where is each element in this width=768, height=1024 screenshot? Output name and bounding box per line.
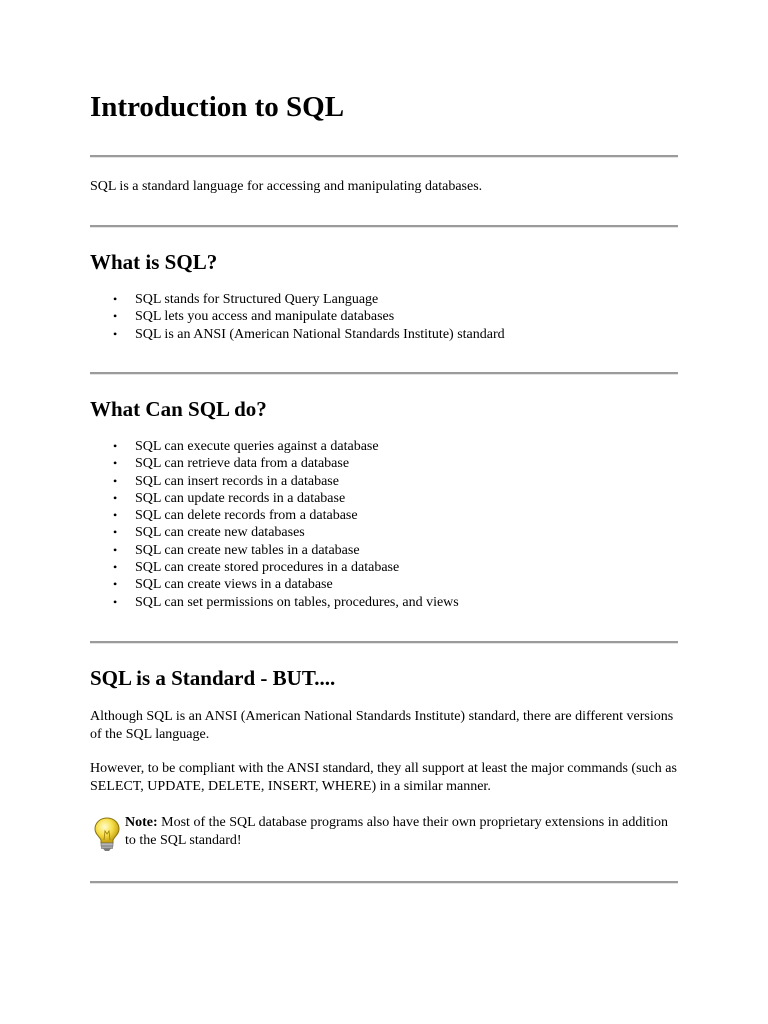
section-heading-sql-standard: SQL is a Standard - BUT.... bbox=[90, 666, 336, 690]
bullet-icon: • bbox=[113, 326, 118, 341]
bullet-icon: • bbox=[113, 309, 118, 324]
list-item: • SQL can set permissions on tables, procedures, and views bbox=[113, 594, 459, 610]
list-item: • SQL can create views in a database bbox=[113, 577, 333, 593]
what-is-sql-list bbox=[90, 291, 680, 343]
section-heading-what-is-sql: What is SQL? bbox=[90, 250, 218, 274]
note-callout bbox=[90, 814, 680, 854]
list-item: • SQL can create new databases bbox=[113, 525, 305, 541]
what-can-sql-do-list bbox=[90, 438, 680, 611]
note-label: Note: bbox=[125, 815, 158, 830]
bullet-icon: • bbox=[113, 473, 118, 488]
lightbulb-icon bbox=[92, 816, 122, 852]
intro-paragraph: SQL is a standard language for accessing and manipulating databases. bbox=[90, 179, 483, 194]
bullet-icon: • bbox=[113, 439, 118, 453]
list-item: • SQL stands for Structured Query Language bbox=[113, 292, 379, 307]
bullet-icon: • bbox=[113, 594, 118, 609]
bullet-icon: • bbox=[113, 577, 118, 592]
list-item: • SQL can execute queries against a database bbox=[113, 439, 379, 454]
list-item: • SQL lets you access and manipulate databases bbox=[113, 309, 395, 325]
list-item: • SQL can create stored procedures in a database bbox=[113, 560, 400, 576]
bullet-icon: • bbox=[113, 292, 118, 306]
page-title: Introduction to SQL bbox=[90, 91, 345, 123]
list-item: • SQL can delete records from a database bbox=[113, 508, 358, 524]
bullet-icon: • bbox=[113, 542, 118, 557]
list-item: • SQL is an ANSI (American National Standards Institute) standard bbox=[113, 326, 505, 342]
note-body: Most of the SQL database programs also have their own proprietary extensions in addition to the SQL standard! bbox=[125, 815, 669, 848]
list-item: • SQL can retrieve data from a database bbox=[113, 456, 350, 472]
divider bbox=[90, 881, 678, 884]
bullet-icon: • bbox=[113, 456, 118, 471]
standard-paragraph-1: Although SQL is an ANSI (American National Standards Institute) standard, there are different versions of the SQL language. bbox=[90, 709, 674, 742]
section-heading-what-can-sql-do: What Can SQL do? bbox=[90, 397, 267, 421]
divider bbox=[90, 372, 678, 375]
standard-paragraph-2: However, to be compliant with the ANSI standard, they all support at least the major commands (such as SELECT, UPDATE, DELETE, INSERT, WHERE) in a similar manner. bbox=[90, 761, 677, 794]
divider bbox=[90, 641, 678, 644]
bullet-icon: • bbox=[113, 560, 118, 575]
list-item: • SQL can update records in a database bbox=[113, 490, 346, 506]
list-item: • SQL can create new tables in a database bbox=[113, 542, 360, 558]
bullet-icon: • bbox=[113, 490, 118, 505]
note-text bbox=[125, 814, 670, 849]
divider bbox=[90, 225, 678, 228]
bullet-icon: • bbox=[113, 525, 118, 540]
list-item: • SQL can insert records in a database bbox=[113, 473, 339, 489]
bullet-icon: • bbox=[113, 508, 118, 523]
divider bbox=[90, 155, 678, 158]
